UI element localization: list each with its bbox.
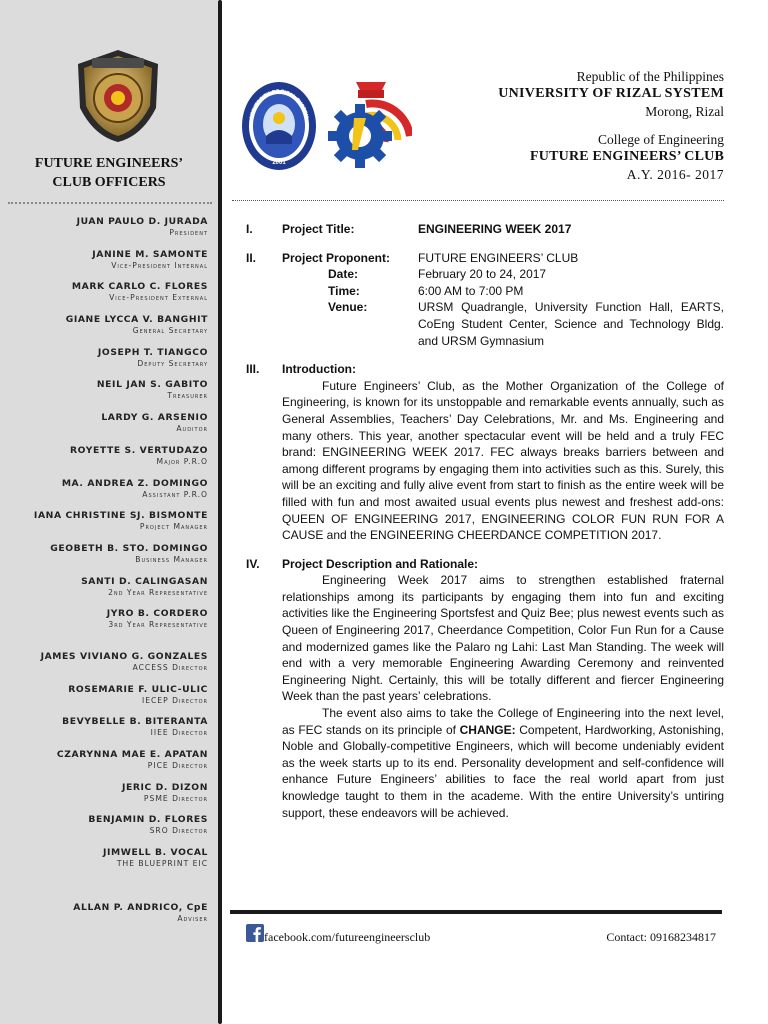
engineering-gear-logo [326, 76, 412, 170]
officer-entry [0, 281, 208, 314]
section-description-rationale [246, 556, 724, 822]
officer-entry [0, 814, 208, 847]
section-number: III. [246, 362, 260, 377]
section-number: II. [246, 250, 257, 265]
officer-position: PSME Director [143, 793, 208, 803]
officer-entry [0, 608, 208, 641]
footer-divider [230, 910, 722, 914]
rationale-paragraph-2 [282, 705, 724, 821]
college-name: College of Engineering [598, 132, 724, 147]
officer-entry [0, 314, 208, 347]
university-name: UNIVERSITY OF RIZAL SYSTEM [498, 86, 724, 101]
officer-name: GEOBETH B. STO. DOMINGO [50, 542, 208, 554]
officer-name: JUAN PAULO D. JURADA [76, 216, 208, 227]
rationale-paragraph-1: Engineering Week 2017 aims to strengthen established fraternal relationships among its participants by engaging them into fun and exciting activities like the Engineering Sportsfest and Quiz Bee; plus newest events such as Queen of Engineering 2017, Cheerdance Competition, Color Fun Run for a Cause and modernized games like the Palaro ng Lahi: Last Man Standing. The week will end with a very memorable Engineering Awarding Ceremony and reinvented Engineering Night. Certainly, this will be totally different and fiercer Engineering Week than the past years’ celebrations. [282, 573, 724, 704]
section-number: IV. [246, 556, 260, 571]
university-location: Morong, Rizal [645, 104, 724, 119]
officer-position: General Secretary [132, 326, 208, 336]
officer-position: Auditor [176, 424, 208, 434]
sidebar-heading-line2: CLUB OFFICERS [52, 175, 166, 190]
time-value: 6:00 AM to 7:00 PM [418, 283, 524, 298]
date-label: Date: [328, 267, 359, 282]
section-label: Project Title: [282, 222, 355, 236]
letterhead [424, 68, 724, 184]
officer-name: JANINE M. SAMONTE [92, 248, 208, 260]
header-divider [232, 200, 724, 201]
venue-value: URSM Quadrangle, University Function Hall, EARTS, CoEng Student Center, Science and Technology Bldg. and URSM Gymnasium [418, 300, 724, 348]
officer-entry [0, 749, 208, 782]
time-label: Time: [328, 283, 360, 298]
officer-entry [0, 847, 208, 880]
officer-entry [0, 249, 208, 282]
officer-name: IANA CHRISTINE SJ. BISMONTE [33, 510, 208, 522]
contact-number: Contact: 09168234817 [606, 930, 716, 944]
proposal-body [246, 221, 724, 833]
proponent-value: FUTURE ENGINEERS’ CLUB [418, 250, 579, 265]
facebook-icon [246, 924, 264, 942]
sidebar [0, 0, 218, 1024]
date-value: February 20 to 24, 2017 [418, 267, 547, 282]
officer-position: Deputy Secretary [137, 358, 208, 368]
rationale-text-b: Competent, Hardworking, Astonishing, Noble and Globally-competitive Engineers, which will become undeniably evident as the week starts up to its end. Personality development and self-confidence will enhance Future Engineers’ abilities to face the real world apart from just knowledge taught to them in the academe. With the entire University’s untiring support, these endeavors will be achieved. [282, 722, 724, 820]
officer-position: Vice-President Internal [111, 260, 208, 270]
officer-position: ACCESS Director [132, 662, 208, 672]
rationale-text-a: The event also aims to take the College of Engineering into the next level, as FEC stands on its principle of [282, 706, 724, 737]
officer-name: BENJAMIN D. FLORES [88, 814, 208, 826]
sidebar-heading [0, 154, 218, 192]
officer-entry [0, 478, 208, 511]
officer-position: 2nd Year Representative [108, 587, 208, 597]
officer-name: BEVYBELLE B. BITERANTA [62, 716, 208, 728]
officer-position: Vice-President External [109, 293, 208, 303]
club-name: FUTURE ENGINEERS’ CLUB [530, 149, 724, 164]
officer-position: IECEP Director [141, 695, 208, 705]
project-title-value: ENGINEERING WEEK 2017 [418, 222, 572, 236]
section-number: I. [246, 222, 253, 236]
vertical-divider [218, 0, 222, 1024]
academic-year: A.Y. 2016- 2017 [626, 167, 724, 182]
officer-entry [0, 782, 208, 815]
officer-position: Treasurer [167, 391, 208, 401]
officer-name: NEIL JAN S. GABITO [96, 379, 208, 391]
officer-position: Assistant P.R.O [142, 489, 208, 499]
officer-entry [0, 576, 208, 609]
section-label: Project Proponent: [282, 250, 391, 265]
fec-club-logo [72, 48, 164, 144]
officer-name: JOSEPH T. TIANGCO [97, 346, 208, 358]
officer-position: THE BLUEPRINT EIC [116, 859, 208, 869]
seal-arc-text: UNIVERSITY OF RIZAL SYSTEM [248, 88, 310, 120]
sidebar-heading-line1: FUTURE ENGINEERS’ [34, 156, 184, 171]
republic-line: Republic of the Philippines [576, 69, 724, 84]
officer-position: Project Manager [139, 522, 208, 532]
officer-entry [0, 510, 208, 543]
officer-name: ROYETTE S. VERTUDAZO [70, 444, 208, 456]
officer-entry [0, 543, 208, 576]
urs-seal-logo [240, 80, 318, 172]
officer-entry [0, 684, 208, 717]
officer-position: Major P.R.O [156, 456, 208, 466]
officer-list [0, 216, 208, 934]
seal-year-text: 2001 [272, 160, 286, 166]
officer-position: PICE Director [147, 761, 208, 770]
officer-entry [0, 379, 208, 412]
officer-name: ROSEMARIE F. ULIC-ULIC [68, 683, 208, 695]
officer-entry [0, 716, 208, 749]
officer-position: SRO Director [149, 826, 208, 836]
facebook-link[interactable]: facebook.com/futureengineersclub [264, 930, 431, 944]
introduction-paragraph: Future Engineers’ Club, as the Mother Organization of the College of Engineering, is known for its unstoppable and remarkable events annually, such as General Assemblies, Teachers’ Day Celebrations, Mr. and Ms. Engineering and many others. This year, another spectacular event will be held and a truly FEC brand: ENGINEERING WEEK 2017. FEC always breaks barriers between and among different programs by engaging them into activities such as this. Surely, this will be an exciting and fully alive event from start to finish as the entire week will be filled with fun and most awaited usual events plus newest and freshest add-ons: QUEEN OF ENGINEERING 2017, ENGINEERING COLOR FUN RUN FOR A CAUSE and the ENGINEERING CHEERDANCE COMPETITION 2017. [282, 378, 724, 543]
officer-name: JAMES VIVIANO G. GONZALES [40, 650, 208, 662]
officer-name: MA. ANDREA Z. DOMINGO [61, 477, 208, 489]
officer-name: JYRO B. CORDERO [106, 608, 208, 620]
officer-name: ALLAN P. ANDRICO, CpE [73, 901, 208, 913]
officer-name: MARK CARLO C. FLORES [71, 281, 208, 293]
section-label: Introduction: [282, 362, 356, 377]
sidebar-divider [8, 202, 212, 204]
officer-name: CZARYNNA MAE E. APATAN [56, 749, 208, 760]
officer-position: IIEE Director [150, 728, 208, 738]
venue-label: Venue: [328, 300, 368, 315]
officer-name: GIANE LYCCA V. BANGHIT [65, 314, 208, 326]
officer-entry [0, 216, 208, 249]
officer-position: President [169, 228, 208, 237]
officer-position: Adviser [177, 913, 208, 923]
officer-name: JERIC D. DIZON [121, 781, 208, 793]
officer-entry [0, 651, 208, 684]
section-project-proponent [246, 250, 724, 350]
section-project-title [246, 221, 724, 238]
officer-entry [0, 347, 208, 380]
officer-entry-adviser [0, 902, 208, 935]
officer-position: Business Manager [135, 554, 208, 564]
change-acronym: CHANGE: [459, 722, 516, 737]
officer-name: SANTI D. CALINGASAN [81, 575, 208, 587]
section-label: Project Description and Rationale: [282, 556, 479, 571]
officer-position: 3rd Year Representative [108, 620, 208, 630]
officer-entry [0, 445, 208, 478]
officer-name: LARDY G. ARSENIO [101, 412, 208, 424]
section-introduction [246, 361, 724, 544]
officer-entry [0, 412, 208, 445]
officer-name: JIMWELL B. VOCAL [102, 847, 208, 859]
